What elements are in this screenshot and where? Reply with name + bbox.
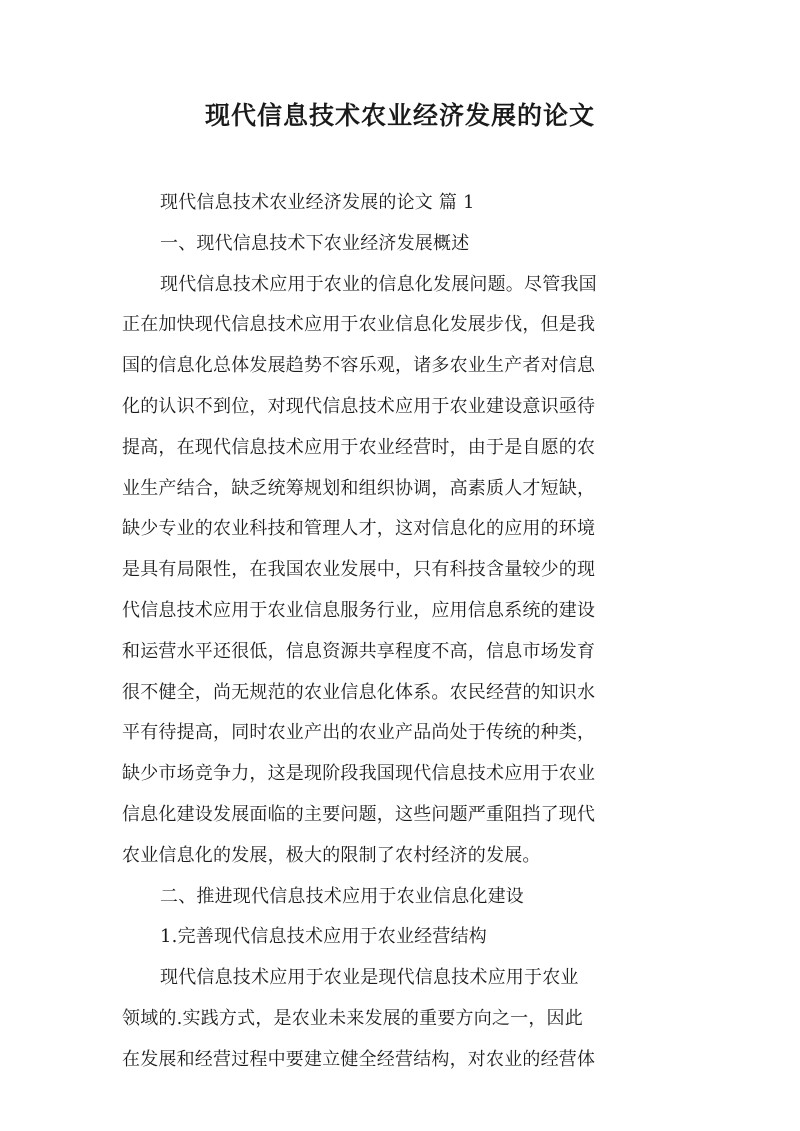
paragraph-line: 信息化建设发展面临的主要问题，这些问题严重阻挡了现代 <box>122 803 596 825</box>
paragraph-line: 国的信息化总体发展趋势不容乐观，诸多农业生产者对信息 <box>122 355 596 377</box>
document-title: 现代信息技术农业经济发展的论文 <box>204 101 595 130</box>
paragraph-line: 农业信息化的发展，极大的限制了农村经济的发展。 <box>122 844 541 866</box>
subsection-heading: 1.完善现代信息技术应用于农业经营结构 <box>160 926 487 948</box>
paragraph-line: 现代信息技术应用于农业是现代信息技术应用于农业 <box>160 967 579 989</box>
paragraph-line: 平有待提高，同时农业产出的农业产品尚处于传统的种类， <box>122 722 596 744</box>
paragraph-line: 缺少市场竞争力，这是现阶段我国现代信息技术应用于农业 <box>122 763 596 785</box>
paragraph-line: 现代信息技术应用于农业的信息化发展问题。尽管我国 <box>160 273 597 295</box>
document-body <box>122 183 682 1081</box>
paragraph-line: 领域的.实践方式，是农业未来发展的重要方向之一，因此 <box>122 1007 583 1029</box>
section-heading: 现代信息技术农业经济发展的论文 篇 1 <box>160 192 475 213</box>
paragraph-line: 很不健全，尚无规范的农业信息化体系。农民经营的知识水 <box>122 681 596 703</box>
paragraph-line: 是具有局限性，在我国农业发展中，只有科技含量较少的现 <box>122 559 596 581</box>
paragraph-line: 代信息技术应用于农业信息服务行业，应用信息系统的建设 <box>122 599 596 621</box>
subsection-heading: 一、现代信息技术下农业经济发展概述 <box>160 232 470 254</box>
paragraph-line: 业生产结合，缺乏统筹规划和组织协调，高素质人才短缺， <box>122 477 596 499</box>
paragraph-line: 提高，在现代信息技术应用于农业经营时，由于是自愿的农 <box>122 436 596 458</box>
subsection-heading: 二、推进现代信息技术应用于农业信息化建设 <box>160 885 524 907</box>
paragraph-line: 化的认识不到位，对现代信息技术应用于农业建设意识亟待 <box>122 395 596 417</box>
paragraph-line: 在发展和经营过程中要建立健全经营结构，对农业的经营体 <box>122 1048 596 1070</box>
paragraph-line: 缺少专业的农业科技和管理人才，这对信息化的应用的环境 <box>122 518 596 540</box>
paragraph-line: 正在加快现代信息技术应用于农业信息化发展步伐，但是我 <box>122 314 596 336</box>
paragraph-line: 和运营水平还很低，信息资源共享程度不高，信息市场发育 <box>122 640 596 662</box>
